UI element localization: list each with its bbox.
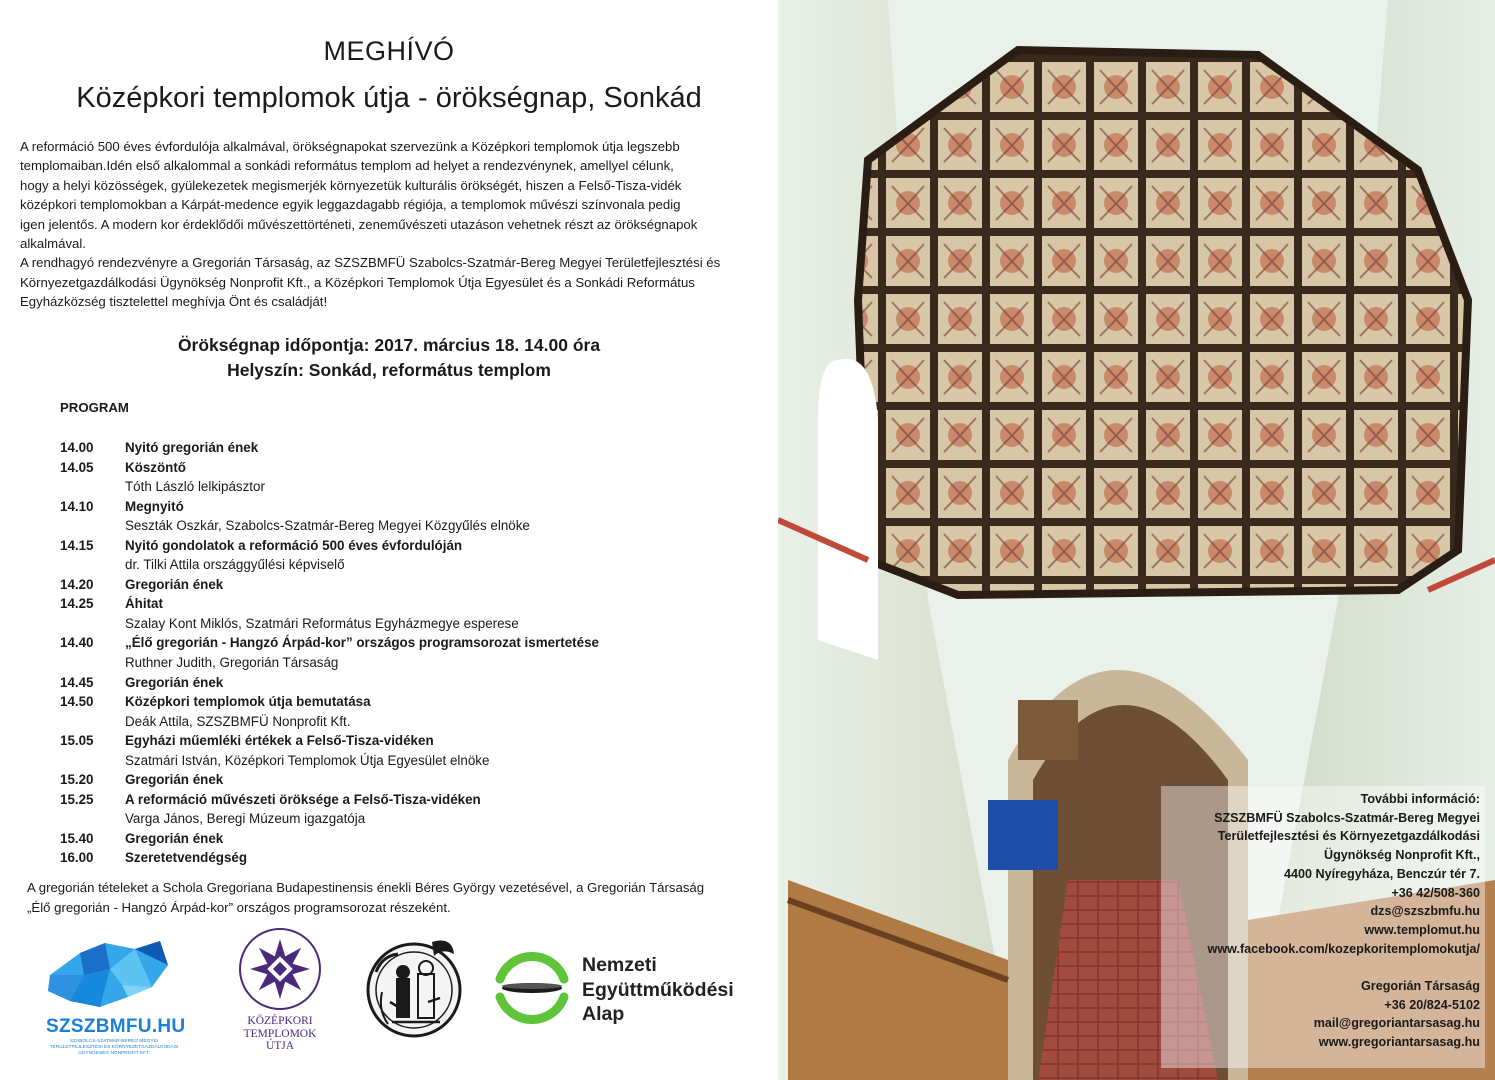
program-row	[60, 809, 760, 829]
program-time: 14.05	[60, 459, 94, 475]
program-time-spacer	[60, 614, 125, 634]
program-time: 14.15	[60, 537, 94, 553]
program-title: Áhitat	[125, 596, 163, 612]
program-title: Gregorián ének	[125, 674, 224, 690]
program-row	[60, 633, 760, 653]
program-heading: PROGRAM	[60, 400, 129, 415]
program-title: Nyitó gondolatok a reformáció 500 éves évfordulóján	[125, 537, 463, 553]
program-time: 14.00	[60, 440, 94, 455]
logo-text-line: TEMPLOMOK	[243, 1027, 317, 1040]
program-time-spacer	[60, 712, 125, 732]
info-facebook-link[interactable]: www.facebook.com/kozepkoritemplomokutja/	[1207, 941, 1480, 956]
program-row	[60, 712, 760, 732]
intro-line: A reformáció 500 éves évfordulója alkalmával, örökségnapokat szervezünk a Középkori templomok útja legszebb	[20, 139, 680, 154]
program-speaker: Tóth László lelkipásztor	[125, 479, 265, 495]
program-row	[60, 770, 760, 790]
program-row	[60, 477, 760, 497]
info-phone: +36 42/508-360	[1391, 885, 1480, 900]
intro-line: középkori templomokban a Kárpát-medence egyik leggazdagabb régiója, a templomok művészi színvonala pedig	[20, 197, 681, 213]
program-title: Megnyitó	[125, 498, 184, 514]
program-speaker: Deák Attila, SZSZBMFÜ Nonprofit Kft.	[125, 713, 351, 729]
program-row	[60, 848, 760, 868]
info-phone: +36 20/824-5102	[1384, 997, 1480, 1012]
program-time-spacer	[60, 516, 125, 536]
info-org-line: Területfejlesztési és Környezetgazdálkodási	[1217, 829, 1480, 844]
program-time-spacer	[60, 653, 125, 673]
program-title: Szeretetvendégség	[125, 850, 248, 866]
program-time: 14.25	[60, 596, 94, 612]
program-row	[60, 731, 760, 751]
nemzeti-egyuttmukodesi-alap-logo	[492, 943, 762, 1033]
program-time: 14.20	[60, 576, 94, 592]
gregorian-emblem-logo	[362, 932, 466, 1045]
intro-line: Egyházközség tisztelettel meghívja Önt és családját!	[20, 294, 328, 310]
program-row	[60, 555, 760, 575]
event-date: Örökségnap időpontja: 2017. március 18. 14.00 óra	[177, 335, 601, 355]
szszbmfu-logo	[40, 935, 186, 1065]
logo-text-line: Nemzeti	[582, 954, 657, 976]
logo-text-line: KÖZÉPKORI	[247, 1015, 313, 1027]
closing-line: „Élő gregorián - Hangzó Árpád-kor” országos programsorozat részeként.	[27, 899, 451, 915]
page-title: MEGHÍVÓ	[323, 36, 455, 66]
program-title: A reformáció művészeti öröksége a Felső-Tisza-vidéken	[125, 791, 481, 807]
program-row	[60, 692, 760, 712]
program-speaker: Szalay Kont Miklós, Szatmári Református Egyházmegye esperese	[125, 615, 519, 631]
info-spacer	[1208, 958, 1480, 977]
program-time: 16.00	[60, 850, 94, 866]
intro-line: Környezetgazdálkodási Ügynökség Nonprofit Kft., a Középkori Templomok Útja Egyesület és a Sonkádi Református	[20, 274, 695, 290]
program-speaker: Varga János, Beregi Múzeum igazgatója	[125, 811, 366, 827]
intro-line: templomaiban.Idén első alkalommal a sonkádi református templom ad helyet a rendezvénynek, amellyel célunk,	[20, 158, 674, 174]
program-row	[60, 653, 760, 673]
kozepkori-templomok-logo	[225, 925, 335, 1055]
program-title: Gregorián ének	[125, 772, 224, 788]
program-time: 14.45	[60, 674, 94, 690]
info-org-line: SZSZBMFÜ Szabolcs-Szatmár-Bereg Megyei	[1214, 810, 1480, 825]
program-speaker: Ruthner Judith, Gregorián Társaság	[125, 655, 339, 671]
star-rosette-icon	[225, 925, 335, 1013]
program-time-spacer	[60, 751, 125, 771]
program-time: 15.25	[60, 791, 94, 807]
intro-paragraph	[20, 137, 751, 312]
kozepkori-templomok-wordmark	[225, 1015, 335, 1053]
program-time-spacer	[60, 477, 125, 497]
program-title: „Élő gregorián - Hangzó Árpád-kor” országos programsorozat ismertetése	[125, 635, 599, 651]
intro-line: igen jelentős. A modern kor érdeklődői művészettörténeti, zeneművészeti utazáson vehetnek részt az örökségnapok	[20, 216, 698, 232]
intro-line: hogy a helyi közösségek, gyülekezetek megismerjék környezetük kulturális örökségét, hiszen a Felső-Tisza-vidék	[20, 177, 682, 193]
nea-ring-icon	[492, 943, 572, 1033]
info-web-link[interactable]: www.gregoriantarsasag.hu	[1318, 1035, 1480, 1050]
program-schedule	[60, 438, 760, 868]
nea-wordmark	[582, 953, 734, 1027]
intro-line: alkalmával.	[20, 236, 86, 252]
program-speaker: Szatmári István, Középkori Templomok Útja Egyesület elnöke	[125, 752, 490, 768]
logo-text-line: Együttműködési	[582, 978, 734, 1001]
info-org2: Gregorián Társaság	[1361, 979, 1480, 994]
program-time: 15.40	[60, 830, 94, 846]
info-email-link[interactable]: mail@gregoriantarsasag.hu	[1313, 1016, 1480, 1031]
program-title: Köszöntő	[125, 459, 186, 475]
szszbmfu-wordmark: SZSZBMFU.HU	[46, 1016, 186, 1037]
szszbmfu-tagline: SZABOLCS-SZATMÁR-BEREG MEGYEI TERÜLETFEJLESZTÉSI ÉS KÖRNYEZETGAZDÁLKODÁSI ÜGYNÖKSÉG NONPROFIT KFT.	[49, 1039, 179, 1056]
program-row	[60, 536, 760, 556]
info-web-link[interactable]: www.templomut.hu	[1364, 922, 1480, 937]
info-address: 4400 Nyíregyháza, Benczúr tér 7.	[1284, 866, 1480, 881]
info-email-link[interactable]: dzs@szszbmfu.hu	[1370, 904, 1480, 919]
program-time: 14.10	[60, 498, 94, 514]
closing-line: A gregorián tételeket a Schola Gregoriana Budapestinensis énekli Béres György vezetésével, a Gregorián Társaság	[27, 880, 705, 895]
event-venue: Helyszín: Sonkád, református templom	[227, 360, 551, 380]
program-time: 15.05	[60, 733, 94, 749]
program-row	[60, 458, 760, 478]
program-row	[60, 438, 760, 458]
program-time-spacer	[60, 555, 125, 575]
program-time: 15.20	[60, 772, 94, 788]
program-title: Egyházi műemléki értékek a Felső-Tisza-vidéken	[125, 733, 434, 749]
program-time: 14.40	[60, 635, 94, 651]
program-row	[60, 673, 760, 693]
info-heading: További információ:	[1360, 792, 1480, 806]
program-row	[60, 790, 760, 810]
program-speaker: Seszták Oszkár, Szabolcs-Szatmár-Bereg Megyei Közgyűlés elnöke	[125, 518, 530, 534]
page-subtitle: Középkori templomok útja - örökségnap, Sonkád	[76, 82, 702, 114]
program-row	[60, 829, 760, 849]
program-row	[60, 497, 760, 517]
logo-text-line: ÚTJA	[265, 1040, 295, 1052]
program-time: 14.50	[60, 694, 94, 710]
program-row	[60, 516, 760, 536]
program-time-spacer	[60, 809, 125, 829]
program-row	[60, 751, 760, 771]
logo-text-line: Alap	[582, 1003, 625, 1025]
intro-line: A rendhagyó rendezvényre a Gregorián Társaság, az SZSZBMFÜ Szabolcs-Szatmár-Bereg Megyei Területfejlesztési és	[20, 255, 721, 271]
program-row	[60, 575, 760, 595]
info-org-line: Ügynökség Nonprofit Kft.,	[1323, 848, 1480, 863]
illuminated-initial-icon	[362, 932, 466, 1045]
program-title: Nyitó gregorián ének	[125, 440, 259, 455]
crystal-shape-icon	[40, 935, 180, 1015]
program-title: Gregorián ének	[125, 576, 224, 592]
contact-info	[1208, 790, 1480, 1052]
program-row	[60, 594, 760, 614]
program-title: Gregorián ének	[125, 830, 224, 846]
closing-note	[27, 878, 767, 917]
program-row	[60, 614, 760, 634]
program-title: Középkori templomok útja bemutatása	[125, 694, 371, 710]
program-speaker: dr. Tilki Attila országgyűlési képviselő	[125, 557, 345, 573]
